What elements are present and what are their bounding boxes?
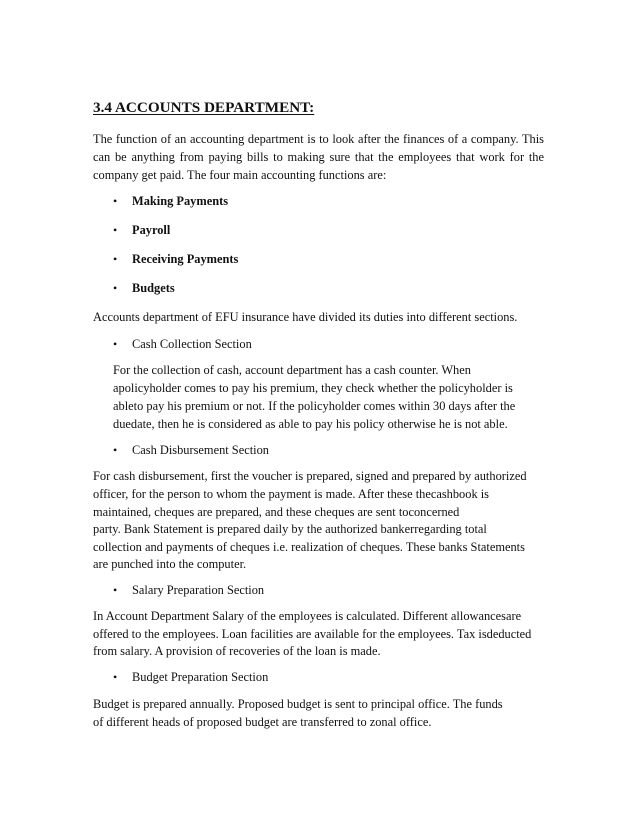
cash-disbursement-line-2: officer, for the person to whom the payment is made. After these thecashbook is xyxy=(93,487,490,501)
cash-disbursement-title: Cash Disbursement Section xyxy=(132,443,269,457)
cash-collection-line-1: For the collection of cash, account department has a cash counter. When xyxy=(113,363,471,377)
function-item-making-payments: Making Payments xyxy=(132,194,229,208)
function-item-receiving-payments: Receiving Payments xyxy=(132,252,239,266)
bullet-icon: • xyxy=(113,337,118,351)
budget-preparation-line-1: Budget is prepared annually. Proposed budget is sent to principal office. The funds xyxy=(93,697,503,711)
function-item-budgets: Budgets xyxy=(132,281,175,295)
cash-collection-line-4: duedate, then he is considered as able to pay his policy otherwise he is not able. xyxy=(113,417,508,431)
cash-collection-line-3: ableto pay his premium or not. If the policyholder comes within 30 days after the xyxy=(113,399,516,413)
budget-preparation-line-2: of different heads of proposed budget are transferred to zonal office. xyxy=(93,715,432,729)
intro-line-3: company get paid. The four main accounting functions are: xyxy=(93,168,387,182)
salary-preparation-line-1: In Account Department Salary of the employees is calculated. Different allowancesare xyxy=(93,609,522,623)
bullet-icon: • xyxy=(113,223,118,237)
cash-disbursement-line-1: For cash disbursement, first the voucher is prepared, signed and prepared by authorized xyxy=(93,469,527,483)
intro-line-2: can be anything from paying bills to making sure that the employees that work for the xyxy=(93,150,544,164)
bullet-icon: • xyxy=(113,670,118,684)
intro-line-1: The function of an accounting department is to look after the finances of a company. This xyxy=(93,132,544,146)
function-item-payroll: Payroll xyxy=(132,223,171,237)
cash-disbursement-line-5: collection and payments of cheques i.e. realization of cheques. These banks Statements xyxy=(93,540,525,554)
bullet-icon: • xyxy=(113,194,118,208)
bullet-icon: • xyxy=(113,443,118,457)
cash-disbursement-line-3: maintained, cheques are prepared, and these cheques are sent toconcerned xyxy=(93,505,460,519)
salary-preparation-line-2: offered to the employees. Loan facilities are available for the employees. Tax isdeducted xyxy=(93,627,532,641)
bullet-icon: • xyxy=(113,281,118,295)
bullet-icon: • xyxy=(113,583,118,597)
efu-intro: Accounts department of EFU insurance have divided its duties into different sections. xyxy=(93,310,518,324)
salary-preparation-line-3: from salary. A provision of recoveries of the loan is made. xyxy=(93,644,381,658)
cash-collection-title: Cash Collection Section xyxy=(132,337,252,351)
bullet-icon: • xyxy=(113,252,118,266)
cash-disbursement-line-4: party. Bank Statement is prepared daily by the authorized bankerregarding total xyxy=(93,522,487,536)
salary-preparation-title: Salary Preparation Section xyxy=(132,583,265,597)
cash-collection-line-2: apolicyholder comes to pay his premium, they check whether the policyholder is xyxy=(113,381,513,395)
section-heading: 3.4 ACCOUNTS DEPARTMENT: xyxy=(93,99,315,116)
cash-disbursement-line-6: are punched into the computer. xyxy=(93,557,247,571)
budget-preparation-title: Budget Preparation Section xyxy=(132,670,269,684)
